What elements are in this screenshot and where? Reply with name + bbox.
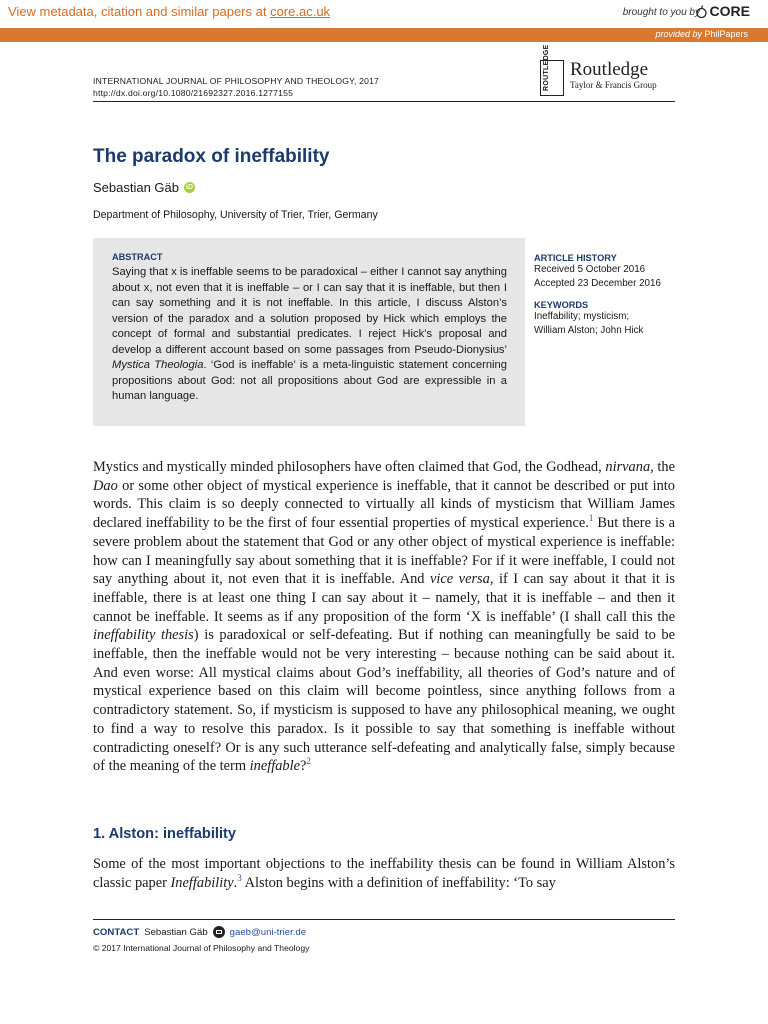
keywords-line-1: Ineffability; mysticism; xyxy=(534,311,630,322)
article-title: The paradox of ineffability xyxy=(93,146,330,167)
core-banner xyxy=(0,0,768,28)
abstract-box xyxy=(93,238,525,426)
keywords-line-2: William Alston; John Hick xyxy=(534,324,644,336)
publisher-name: Routledge xyxy=(570,59,649,80)
accepted-date: Accepted 23 December 2016 xyxy=(534,277,661,289)
footer-rule xyxy=(93,919,675,920)
mail-icon xyxy=(213,926,225,938)
core-label: CORE xyxy=(709,3,750,19)
body-paragraph-1: Mystics and mystically minded philosophers have often claimed that God, the Godhead, nirvana, the Dao or some other object of mystical experience is ineffable, that it cannot be described or put into words. This claim is so deeply connected to virtually all kinds of mysticism that William James declared ineffability to be the first of four essential properties of mystical experience.$^1$ But there is a severe problem about the statement that God or any other object of mystical experience is ineffable: how can I meaningfully say about something that it is ineffable? For if it were ineffable, I could not say anything about it, not even that it is ineffable. And vice versa, if I can say about it that it is ineffable, there is at least one thing I can say about it – namely, that it is ineffable – and then it cannot be ineffable. It seems as if any proposition of the form ‘X is ineffable’ (I shall call this the ineffability thesis) is paradoxical or self-defeating. But if nothing can meaningfully be said to be ineffable, then the ineffable would not be very interesting – because nothing can be said about it. And even worse: All mystical claims about God’s ineffability, all theories of God’s nature and of mystical experience based on this claim will become pointless, since anything follows from a contradictory statement. So, if mysticism is supposed to have any philosophical meaning, we ought to find a way to resolve this paradox. Is it possible to say that something is ineffable without contradicting oneself? Or is any such utterance self-defeating and analytically false, simply because of the meaning of the term ineffable?$^2$ xyxy=(93,459,676,775)
author-line xyxy=(93,180,195,195)
abstract-heading: ABSTRACT xyxy=(112,252,163,262)
journal-name: INTERNATIONAL JOURNAL OF PHILOSOPHY AND THEOLOGY, 2017 xyxy=(93,76,380,86)
journal-meta xyxy=(93,75,379,99)
article-sidebar xyxy=(534,253,684,337)
publisher-subtitle: Taylor & Francis Group xyxy=(570,80,657,90)
provider-bar xyxy=(0,28,768,42)
contact-line xyxy=(93,926,306,938)
provider-link[interactable]: PhilPapers xyxy=(704,29,748,39)
body-paragraph-2: Some of the most important objections to the ineffability thesis can be found in William Alston’s classic paper Ineffability.$^3$ Alston begins with a definition of ineffability: ‘To say xyxy=(93,856,675,891)
keywords-heading: KEYWORDS xyxy=(534,300,589,310)
article-history-heading: ARTICLE HISTORY xyxy=(534,253,617,263)
section-heading: 1. Alston: ineffability xyxy=(93,826,236,842)
affiliation: Department of Philosophy, University of Trier, Trier, Germany xyxy=(93,209,378,221)
routledge-mark-icon: ROUTLEDGE xyxy=(540,60,564,96)
provided-by-text: provided by PhilPapers xyxy=(655,29,748,39)
abstract-text: Saying that x is ineffable seems to be paradoxical – either I cannot say anything about x, not even that it is ineffable – or I can say that it is ineffable, but then I can say something and it is not ineffable. In this article, I discuss Alston’s version of the paradox and a solution proposed by Hick which employs the concept of formal and substantial predicates. I reject Hick’s proposal and develop a different account based on some passages from Pseudo-Dionysius’ Mystica Theologia. ‘God is ineffable’ is a meta-linguistic statement concerning propositions about God: not all propositions about God are expressible in a human language. xyxy=(112,266,507,402)
core-apple-icon xyxy=(696,5,707,18)
received-date: Received 5 October 2016 xyxy=(534,264,646,275)
copyright: © 2017 International Journal of Philosophy and Theology xyxy=(93,943,310,953)
doi-link[interactable]: http://dx.doi.org/10.1080/21692327.2016.1277155 xyxy=(93,88,294,98)
footnote-2-link[interactable]: 2 xyxy=(306,756,311,767)
header-rule xyxy=(93,101,675,102)
footnote-3-link[interactable]: 3 xyxy=(237,872,242,883)
orcid-icon[interactable]: iD xyxy=(186,184,194,191)
publisher-logo xyxy=(540,44,657,96)
contact-name: Sebastian Gäb xyxy=(144,926,208,938)
contact-label: CONTACT xyxy=(93,926,140,938)
author-name: Sebastian Gäb xyxy=(93,180,180,195)
footnote-1-link[interactable]: 1 xyxy=(588,513,594,524)
core-metadata-link[interactable]: View metadata, citation and similar papers at core.ac.uk xyxy=(8,4,331,19)
core-logo[interactable] xyxy=(696,3,750,19)
contact-email-link[interactable]: gaeb@uni-trier.de xyxy=(229,926,307,938)
brought-by-text: brought to you by xyxy=(622,7,700,18)
